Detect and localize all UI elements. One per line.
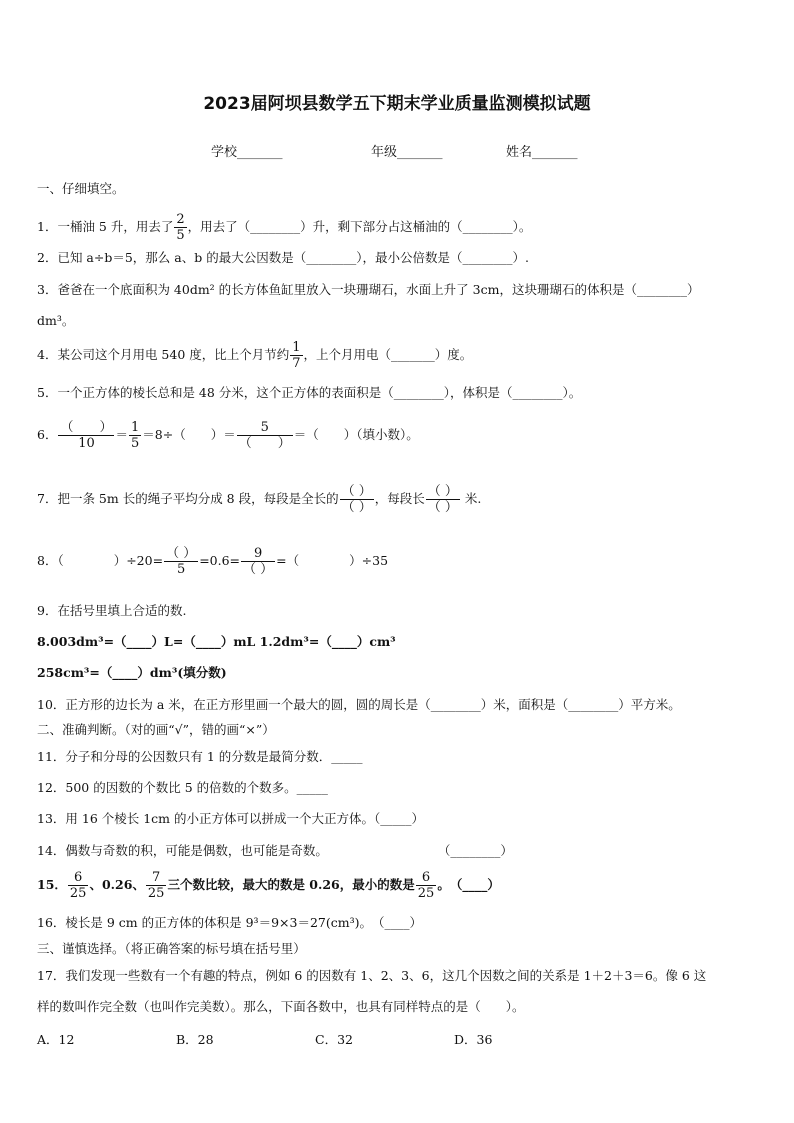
q15-f2-num: 7 — [152, 870, 161, 885]
q6-fraction-1 — [58, 420, 114, 451]
q6-f1-den: 10 — [78, 436, 95, 451]
q7-f2-den: （ ） — [427, 500, 458, 515]
question-11: 11．分子和分母的公因数只有 1 的分数是最简分数．_____ — [37, 749, 363, 764]
option-b: B．28 — [176, 1032, 214, 1047]
q6-f1-num: （ ） — [60, 420, 113, 435]
q1-text-a: 1．一桶油 5 升，用去了 — [37, 219, 174, 234]
question-3-line1: 3．爸爸在一个底面积为 40dm² 的长方体鱼缸里放入一块珊瑚石，水面上升了 3cm，这块珊瑚石的体积是（________） — [37, 282, 700, 297]
question-3-line2: dm³。 — [37, 313, 75, 328]
question-9: 9．在括号里填上合适的数. — [37, 603, 187, 618]
q15-fraction-1 — [68, 870, 89, 901]
q7-text-c: 米. — [460, 491, 482, 506]
option-a: A．12 — [37, 1032, 75, 1047]
q7-f2-num: （ ） — [427, 484, 458, 499]
q8-fraction-2 — [241, 546, 275, 577]
question-9-part-b: 258cm³=（____）dm³(填分数) — [37, 665, 227, 680]
q6-fraction-3 — [237, 420, 293, 451]
q15-text-b: 、0.26、 — [89, 877, 145, 892]
q7-text-a: 7．把一条 5m 长的绳子平均分成 8 段，每段是全长的 — [37, 491, 339, 506]
q15-f3-num: 6 — [421, 870, 431, 885]
q1-fraction-den: 5 — [176, 228, 185, 243]
q15-fraction-2 — [146, 870, 167, 901]
q4-text-b: ，上个月用电（_______）度。 — [303, 347, 473, 362]
q4-text-a: 4．某公司这个月用电 540 度，比上个月节约 — [37, 347, 290, 362]
q15-text-d: 。 （____） — [437, 877, 500, 892]
question-12: 12．500 的因数的个数比 5 的倍数的个数多。_____ — [37, 780, 328, 795]
question-9-part-a: 8.003dm³=（____）L=（____）mL 1.2dm³=（____）cm³ — [37, 634, 396, 649]
section-1-heading: 一、仔细填空。 — [37, 181, 125, 196]
q14-answer-blank: （________） — [437, 843, 513, 858]
exam-title: 2023届阿坝县数学五下期末学业质量监测模拟试题 — [203, 94, 591, 114]
q6-f2-den: 5 — [130, 436, 140, 451]
q8-fraction-1 — [164, 546, 198, 577]
q7-f1-num: （ ） — [341, 484, 372, 499]
q7-fraction-2 — [426, 484, 460, 515]
question-5: 5．一个正方体的棱长总和是 48 分米，这个正方体的表面积是（________），体积是（________）。 — [37, 385, 582, 400]
q7-f1-den: （ ） — [341, 500, 372, 515]
q4-fraction-den: 7 — [292, 356, 301, 371]
grade-field: 年级_______ — [371, 145, 443, 160]
question-10: 10．正方形的边长为 a 米，在正方形里画一个最大的圆，圆的周长是（________）米，面积是（________）平方米。 — [37, 697, 681, 712]
q14-text: 14．偶数与奇数的积，可能是偶数，也可能是奇数。 — [37, 843, 328, 858]
q15-f2-den: 25 — [147, 886, 165, 901]
q6-f3-num: 5 — [260, 420, 269, 435]
q8-text-b: =0.6= — [199, 553, 241, 568]
question-7 — [37, 484, 481, 515]
q7-fraction-1 — [340, 484, 374, 515]
question-6 — [37, 420, 419, 451]
q6-fraction-2 — [129, 420, 141, 451]
question-16: 16．棱长是 9 cm 的正方体的体积是 9³＝9×3＝27(cm³)。 （____） — [37, 915, 422, 930]
option-c: C．32 — [315, 1032, 353, 1047]
q8-text-c: =（ ）÷35 — [276, 553, 389, 568]
q15-f3-den: 25 — [417, 886, 435, 901]
q6-text-b: ＝8÷（ ）＝ — [142, 427, 236, 442]
q6-equals: ＝ — [115, 427, 128, 442]
school-field: 学校_______ — [211, 145, 283, 160]
q15-f1-den: 25 — [69, 886, 87, 901]
q8-f1-num: （ ） — [166, 546, 197, 561]
question-13: 13．用 16 个棱长 1cm 的小正方体可以拼成一个大正方体。（_____） — [37, 811, 425, 826]
q8-f1-den: 5 — [176, 562, 186, 577]
q15-text-a: 15． — [37, 877, 67, 892]
question-15 — [37, 870, 500, 901]
q15-fraction-3 — [416, 870, 437, 901]
q15-text-c: 三个数比较，最大的数是 0.26，最小的数是 — [167, 877, 415, 892]
question-4 — [37, 340, 472, 371]
q8-f2-den: （ ） — [243, 562, 274, 577]
question-8 — [37, 546, 388, 577]
q6-text-c: ＝（ ）（填小数）。 — [293, 427, 419, 442]
q8-f2-num: 9 — [253, 546, 263, 561]
q4-fraction-num: 1 — [292, 340, 301, 355]
question-17-line1: 17．我们发现一些数有一个有趣的特点，例如 6 的因数有 1、2、3、6，这几个因数之间的关系是 1＋2＋3＝6。像 6 这 — [37, 968, 707, 983]
q8-text-a: 8．（ ）÷20= — [37, 553, 164, 568]
q15-f1-num: 6 — [74, 870, 83, 885]
q1-fraction-num: 2 — [176, 212, 185, 227]
question-14 — [37, 843, 513, 859]
q1-text-b: ，用去了（________）升，剩下部分占这桶油的（________）。 — [187, 219, 532, 234]
q6-f2-num: 1 — [130, 420, 140, 435]
question-17-line2: 样的数叫作完全数（也叫作完美数）。那么，下面各数中，也具有同样特点的是（ ）。 — [37, 999, 525, 1014]
section-2-heading: 二、准确判断。（对的画“√”，错的画“×”） — [37, 722, 275, 737]
q1-fraction — [174, 212, 186, 243]
option-d: D．36 — [454, 1032, 493, 1047]
question-2: 2．已知 a÷b＝5，那么 a、b 的最大公因数是（________），最小公倍数是（________）. — [37, 250, 529, 265]
question-1 — [37, 212, 531, 243]
name-field: 姓名_______ — [506, 145, 578, 160]
section-3-heading: 三、谨慎选择。（将正确答案的标号填在括号里） — [37, 941, 306, 956]
q6-text-a: 6． — [37, 427, 58, 442]
q7-text-b: ，每段长 — [374, 491, 425, 506]
q6-f3-den: （ ） — [238, 436, 291, 451]
q4-fraction — [290, 340, 302, 371]
